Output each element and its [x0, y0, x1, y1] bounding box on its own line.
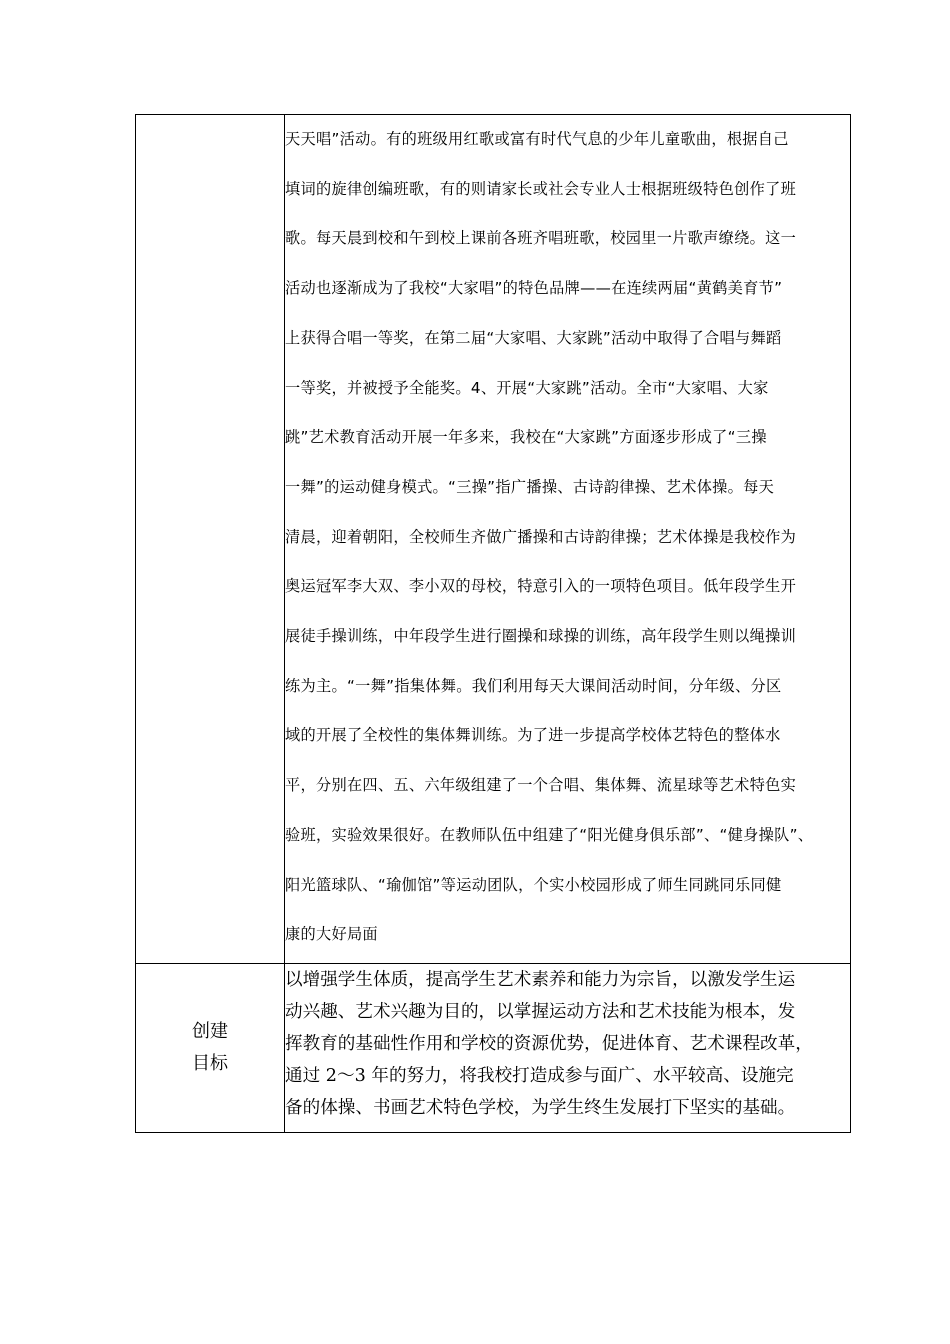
activity-description-cell [285, 115, 851, 964]
plan-table [135, 114, 851, 1133]
text-line: 一等奖，并被授予全能奖。4、开展“大家跳”活动。全市“大家唱、大家 [285, 378, 769, 397]
text-line: 练为主。“一舞”指集体舞。我们利用每天大课间活动时间，分年级、分区 [285, 676, 782, 695]
table-row [136, 115, 851, 964]
goal-label-cell [136, 964, 285, 1133]
goal-label-line1: 创建 [192, 1021, 228, 1042]
text-line: 平，分别在四、五、六年级组建了一个合唱、集体舞、流星球等艺术特色实 [285, 776, 797, 795]
text-line: 以增强学生体质，提高学生艺术素养和能力为宗旨，以激发学生运 [285, 970, 796, 990]
text-line: 展徒手操训练，中年段学生进行圈操和球操的训练，高年段学生则以绳操训 [285, 627, 797, 646]
text-line: 天天唱”活动。有的班级用红歌或富有时代气息的少年儿童歌曲，根据自己 [285, 130, 789, 148]
text-line: 活动也逐渐成为了我校“大家唱”的特色品牌——在连续两届“黄鹤美育节” [285, 279, 783, 298]
text-line: 清晨，迎着朝阳，全校师生齐做广播操和古诗韵律操；艺术体操是我校作为 [285, 527, 797, 546]
text-line: 奥运冠军李大双、李小双的母校，特意引入的一项特色项目。低年段学生开 [285, 577, 797, 596]
text-line: 歌。每天晨到校和午到校上课前各班齐唱班歌，校园里一片歌声缭绕。这一 [285, 229, 797, 248]
text-line: 验班，实验效果很好。在教师队伍中组建了“阳光健身俱乐部”、“健身操队”、 [285, 825, 814, 844]
text-line: 阳光篮球队、“瑜伽馆”等运动团队，个实小校园形成了师生同跳同乐同健 [285, 875, 782, 894]
text-line: 通过 2～3 年的努力，将我校打造成参与面广、水平较高、设施完 [285, 1066, 794, 1086]
text-line: 填词的旋律创编班歌，有的则请家长或社会专业人士根据班级特色创作了班 [285, 179, 797, 198]
text-line: 康的大好局面 [285, 925, 378, 944]
text-line: 上获得合唱一等奖，在第二届“大家唱、大家跳”活动中取得了合唱与舞蹈 [285, 328, 782, 347]
row-label-empty [136, 115, 285, 964]
text-line: 域的开展了全校性的集体舞训练。为了进一步提高学校体艺特色的整体水 [285, 726, 781, 745]
text-line: 动兴趣、艺术兴趣为目的，以掌握运动方法和艺术技能为根本，发 [285, 1002, 796, 1022]
text-line: 挥教育的基础性作用和学校的资源优势，促进体育、艺术课程改革， [285, 1034, 813, 1054]
text-line: 一舞”的运动健身模式。“三操”指广播操、古诗韵律操、艺术体操。每天 [285, 477, 775, 496]
text-line: 备的体操、书画艺术特色学校，为学生终生发展打下坚实的基础。 [285, 1098, 796, 1118]
goal-label-line2: 目标 [192, 1053, 228, 1074]
goal-description-cell [285, 964, 851, 1133]
text-line: 跳”艺术教育活动开展一年多来，我校在“大家跳”方面逐步形成了“三操 [285, 428, 767, 447]
table-row [136, 964, 851, 1133]
